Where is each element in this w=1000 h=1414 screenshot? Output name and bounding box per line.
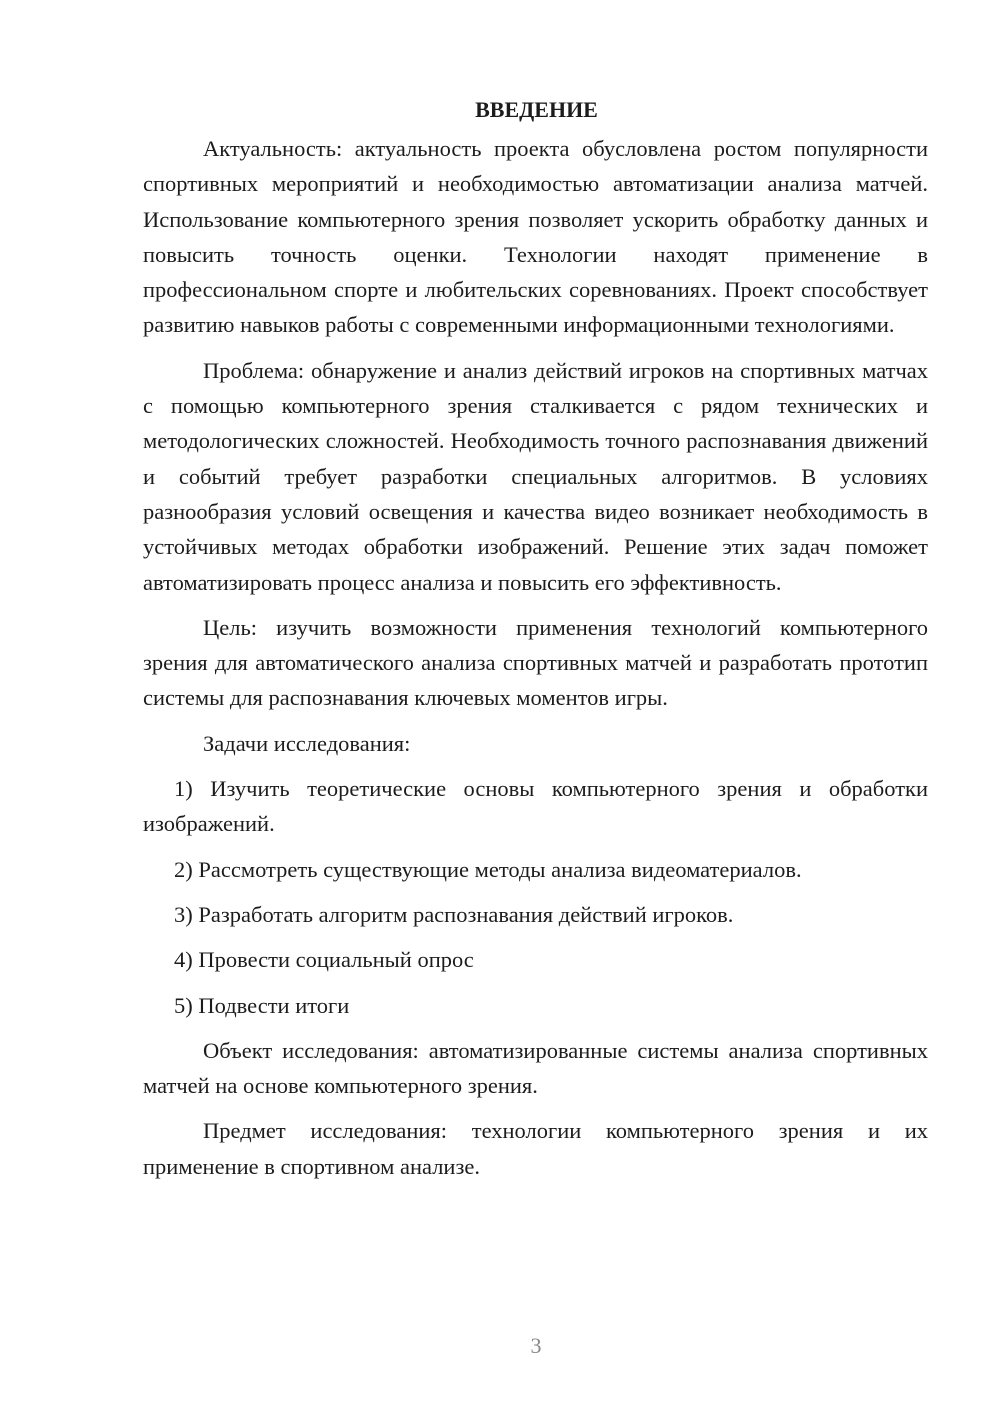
task-item-3: 3) Разработать алгоритм распознавания действий игроков. <box>174 901 734 927</box>
object-paragraph: Объект исследования: автоматизированные системы анализа спортивных матчей на основе компьютерного зрения. <box>143 1037 928 1099</box>
subject-paragraph: Предмет исследования: технологии компьютерного зрения и их применение в спортивном анализе. <box>143 1118 928 1179</box>
tasks-heading: Задачи исследования: <box>203 730 411 756</box>
page-number: 3 <box>530 1333 542 1358</box>
relevance-paragraph: Актуальность: актуальность проекта обусловлена ростом популярности спортивных мероприятий и необходимостью автоматизации анализа матчей. Использование компьютерного зрения позволяет ускорить обработку данных и повысить точность оценки. Технологии находят применение в профессиональном спорте и любительских соревнованиях. Проект способствует развитию навыков работы с современными информационными технологиями. <box>143 136 928 338</box>
problem-paragraph: Проблема: обнаружение и анализ действий игроков на спортивных матчах с помощью компьютерного зрения сталкивается с рядом технических и методологических сложностей. Необходимость точного распознавания движений и событий требует разработки специальных алгоритмов. В условиях разнообразия условий освещения и качества видео возникает необходимость в устойчивых методах обработки изображений. Решение этих задач поможет автоматизировать процесс анализа и повысить его эффективность. <box>143 357 928 595</box>
section-title: ВВЕДЕНИЕ <box>475 97 598 122</box>
goal-paragraph: Цель: изучить возможности применения технологий компьютерного зрения для автоматического анализа спортивных матчей и разработать прототип системы для распознавания ключевых моментов игры. <box>143 614 928 711</box>
task-item-5: 5) Подвести итоги <box>174 992 350 1018</box>
task-item-2: 2) Рассмотреть существующие методы анализа видеоматериалов. <box>174 856 802 882</box>
document-page <box>143 92 928 1184</box>
task-item-1: 1) Изучить теоретические основы компьютерного зрения и обработки изображений. <box>143 776 928 837</box>
task-item-4: 4) Провести социальный опрос <box>174 947 474 973</box>
